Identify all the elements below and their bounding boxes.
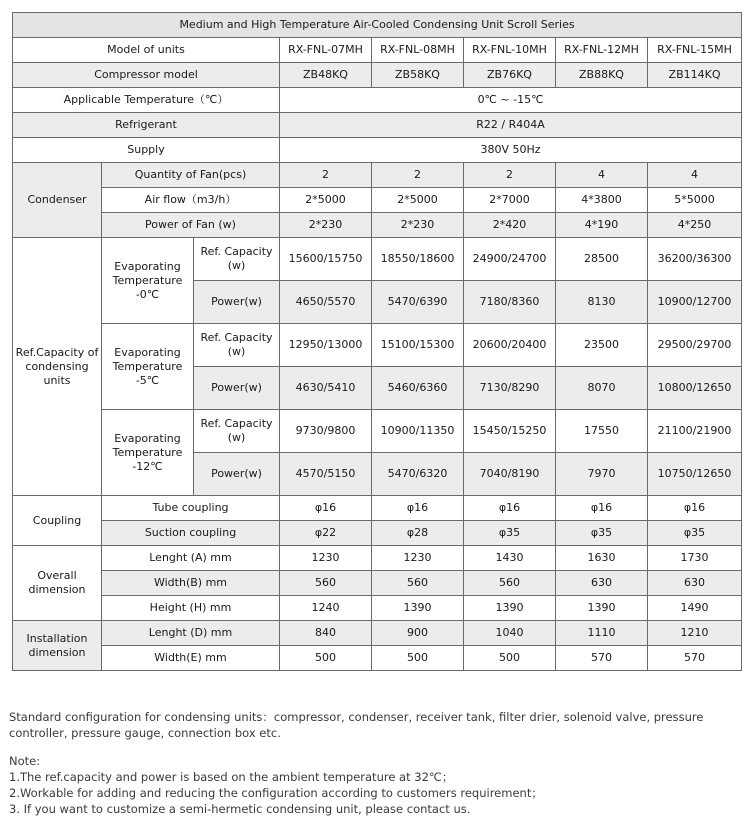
power-cell: 5470/6320 bbox=[372, 453, 464, 496]
coupling-cell: φ35 bbox=[464, 521, 556, 546]
capacity-cell: 17550 bbox=[556, 410, 648, 453]
note-item: 1.The ref.capacity and power is based on the ambient temperature at 32℃； bbox=[9, 770, 454, 784]
condenser-cell: 2*5000 bbox=[372, 188, 464, 213]
note-item: 3. If you want to customize a semi-hermetic condensing unit, please contact us. bbox=[9, 802, 471, 816]
condenser-cell: 2 bbox=[280, 163, 372, 188]
coupling-row-label: Tube coupling bbox=[102, 496, 280, 521]
capacity-cell: 12950/13000 bbox=[280, 324, 372, 367]
condenser-cell: 2*420 bbox=[464, 213, 556, 238]
applicable-temp-value: 0℃ ~ -15℃ bbox=[280, 88, 742, 113]
refrigerant-label: Refrigerant bbox=[13, 113, 280, 138]
dimension-cell: 1430 bbox=[464, 546, 556, 571]
coupling-cell: φ16 bbox=[464, 496, 556, 521]
capacity-row bbox=[13, 324, 742, 367]
capacity-cell: 15600/15750 bbox=[280, 238, 372, 281]
dimension-cell: 1390 bbox=[556, 596, 648, 621]
dimension-cell: 1490 bbox=[648, 596, 742, 621]
power-label: Power(w) bbox=[194, 281, 280, 324]
capacity-label: Ref. Capacity (w) bbox=[194, 324, 280, 367]
power-cell: 5460/6360 bbox=[372, 367, 464, 410]
capacity-cell: 10900/11350 bbox=[372, 410, 464, 453]
condenser-label: Condenser bbox=[13, 163, 102, 238]
condenser-cell: 2*5000 bbox=[280, 188, 372, 213]
condenser-row-label: Quantity of Fan(pcs) bbox=[102, 163, 280, 188]
dimension-cell: 1730 bbox=[648, 546, 742, 571]
coupling-cell: φ16 bbox=[280, 496, 372, 521]
note-item: 2.Workable for adding and reducing the configuration according to customers requirement； bbox=[9, 786, 543, 800]
power-cell: 7180/8360 bbox=[464, 281, 556, 324]
evap-temp-label: Evaporating Temperature -12℃ bbox=[102, 410, 194, 496]
condenser-cell: 4*190 bbox=[556, 213, 648, 238]
model-row bbox=[13, 38, 742, 63]
power-cell: 8070 bbox=[556, 367, 648, 410]
dimension-cell: 1230 bbox=[280, 546, 372, 571]
model-label: Model of units bbox=[13, 38, 280, 63]
power-cell: 4650/5570 bbox=[280, 281, 372, 324]
supply-label: Supply bbox=[13, 138, 280, 163]
coupling-row bbox=[13, 521, 742, 546]
power-cell: 4630/5410 bbox=[280, 367, 372, 410]
power-cell: 8130 bbox=[556, 281, 648, 324]
capacity-cell: 9730/9800 bbox=[280, 410, 372, 453]
standard-config-text: Standard configuration for condensing units：compressor, condenser, receiver tank, filter drier, solenoid valve, pressure controller, pressure gauge, connection box etc. bbox=[9, 710, 704, 740]
installation-dimension-row bbox=[13, 646, 742, 671]
compressor-cell: ZB76KQ bbox=[464, 63, 556, 88]
coupling-cell: φ16 bbox=[556, 496, 648, 521]
condenser-cell: 2*230 bbox=[280, 213, 372, 238]
coupling-cell: φ35 bbox=[648, 521, 742, 546]
coupling-cell: φ35 bbox=[556, 521, 648, 546]
capacity-label: Ref. Capacity (w) bbox=[194, 238, 280, 281]
power-cell: 4570/5150 bbox=[280, 453, 372, 496]
evap-temp-label: Evaporating Temperature -0℃ bbox=[102, 238, 194, 324]
capacity-cell: 15100/15300 bbox=[372, 324, 464, 367]
dimension-cell: 1240 bbox=[280, 596, 372, 621]
dimension-cell: 630 bbox=[556, 571, 648, 596]
condenser-cell: 2 bbox=[464, 163, 556, 188]
condenser-cell: 2*230 bbox=[372, 213, 464, 238]
model-cell: RX-FNL-15MH bbox=[648, 38, 742, 63]
condenser-cell: 2 bbox=[372, 163, 464, 188]
dimension-cell: 900 bbox=[372, 621, 464, 646]
dimension-cell: 1390 bbox=[464, 596, 556, 621]
power-label: Power(w) bbox=[194, 453, 280, 496]
compressor-cell: ZB58KQ bbox=[372, 63, 464, 88]
dimension-cell: 570 bbox=[648, 646, 742, 671]
condenser-row-label: Power of Fan (w) bbox=[102, 213, 280, 238]
capacity-cell: 23500 bbox=[556, 324, 648, 367]
capacity-row bbox=[13, 410, 742, 453]
coupling-label: Coupling bbox=[13, 496, 102, 546]
condenser-cell: 4 bbox=[648, 163, 742, 188]
condenser-cell: 2*7000 bbox=[464, 188, 556, 213]
power-cell: 7970 bbox=[556, 453, 648, 496]
coupling-cell: φ22 bbox=[280, 521, 372, 546]
supply-value: 380V 50Hz bbox=[280, 138, 742, 163]
compressor-cell: ZB48KQ bbox=[280, 63, 372, 88]
condenser-cell: 4 bbox=[556, 163, 648, 188]
compressor-cell: ZB114KQ bbox=[648, 63, 742, 88]
power-cell: 5470/6390 bbox=[372, 281, 464, 324]
dimension-cell: 560 bbox=[372, 571, 464, 596]
capacity-label: Ref. Capacity (w) bbox=[194, 410, 280, 453]
supply-row bbox=[13, 138, 742, 163]
dimension-cell: 1040 bbox=[464, 621, 556, 646]
dimension-row-label: Width(E) mm bbox=[102, 646, 280, 671]
dimension-cell: 570 bbox=[556, 646, 648, 671]
spec-table bbox=[12, 12, 742, 671]
dimension-row-label: Height (H) mm bbox=[102, 596, 280, 621]
dimension-cell: 840 bbox=[280, 621, 372, 646]
model-cell: RX-FNL-08MH bbox=[372, 38, 464, 63]
condenser-row bbox=[13, 188, 742, 213]
coupling-cell: φ28 bbox=[372, 521, 464, 546]
compressor-row bbox=[13, 63, 742, 88]
compressor-cell: ZB88KQ bbox=[556, 63, 648, 88]
installation-dimension-row bbox=[13, 621, 742, 646]
power-cell: 7040/8190 bbox=[464, 453, 556, 496]
refrigerant-row bbox=[13, 113, 742, 138]
overall-dimension-label: Overall dimension bbox=[13, 546, 102, 621]
condenser-row-label: Air flow（m3/h） bbox=[102, 188, 280, 213]
model-cell: RX-FNL-10MH bbox=[464, 38, 556, 63]
compressor-label: Compressor model bbox=[13, 63, 280, 88]
power-cell: 10750/12650 bbox=[648, 453, 742, 496]
dimension-cell: 630 bbox=[648, 571, 742, 596]
power-label: Power(w) bbox=[194, 367, 280, 410]
overall-dimension-row bbox=[13, 571, 742, 596]
capacity-cell: 18550/18600 bbox=[372, 238, 464, 281]
ref-capacity-label: Ref.Capacity of condensing units bbox=[13, 238, 102, 496]
capacity-row bbox=[13, 238, 742, 281]
capacity-cell: 20600/20400 bbox=[464, 324, 556, 367]
condenser-cell: 4*3800 bbox=[556, 188, 648, 213]
table-title: Medium and High Temperature Air-Cooled Condensing Unit Scroll Series bbox=[13, 13, 742, 38]
notes-block bbox=[9, 753, 744, 817]
dimension-cell: 1630 bbox=[556, 546, 648, 571]
capacity-cell: 21100/21900 bbox=[648, 410, 742, 453]
coupling-row bbox=[13, 496, 742, 521]
applicable-temp-row bbox=[13, 88, 742, 113]
coupling-row-label: Suction coupling bbox=[102, 521, 280, 546]
model-cell: RX-FNL-12MH bbox=[556, 38, 648, 63]
power-cell: 10800/12650 bbox=[648, 367, 742, 410]
capacity-cell: 28500 bbox=[556, 238, 648, 281]
capacity-cell: 15450/15250 bbox=[464, 410, 556, 453]
notes-heading: Note: bbox=[9, 754, 41, 768]
dimension-cell: 560 bbox=[464, 571, 556, 596]
dimension-cell: 500 bbox=[372, 646, 464, 671]
dimension-cell: 1210 bbox=[648, 621, 742, 646]
overall-dimension-row bbox=[13, 596, 742, 621]
condenser-row bbox=[13, 163, 742, 188]
condenser-row bbox=[13, 213, 742, 238]
dimension-cell: 1110 bbox=[556, 621, 648, 646]
model-cell: RX-FNL-07MH bbox=[280, 38, 372, 63]
condenser-cell: 4*250 bbox=[648, 213, 742, 238]
dimension-row-label: Lenght (A) mm bbox=[102, 546, 280, 571]
dimension-row-label: Width(B) mm bbox=[102, 571, 280, 596]
evap-temp-label: Evaporating Temperature -5℃ bbox=[102, 324, 194, 410]
capacity-cell: 36200/36300 bbox=[648, 238, 742, 281]
condenser-cell: 5*5000 bbox=[648, 188, 742, 213]
dimension-cell: 1230 bbox=[372, 546, 464, 571]
power-cell: 10900/12700 bbox=[648, 281, 742, 324]
installation-dimension-label: Installation dimension bbox=[13, 621, 102, 671]
overall-dimension-row bbox=[13, 546, 742, 571]
dimension-row-label: Lenght (D) mm bbox=[102, 621, 280, 646]
coupling-cell: φ16 bbox=[648, 496, 742, 521]
refrigerant-value: R22 / R404A bbox=[280, 113, 742, 138]
capacity-cell: 24900/24700 bbox=[464, 238, 556, 281]
dimension-cell: 500 bbox=[280, 646, 372, 671]
dimension-cell: 1390 bbox=[372, 596, 464, 621]
capacity-cell: 29500/29700 bbox=[648, 324, 742, 367]
coupling-cell: φ16 bbox=[372, 496, 464, 521]
dimension-cell: 500 bbox=[464, 646, 556, 671]
power-cell: 7130/8290 bbox=[464, 367, 556, 410]
dimension-cell: 560 bbox=[280, 571, 372, 596]
applicable-temp-label: Applicable Temperature（℃） bbox=[13, 88, 280, 113]
